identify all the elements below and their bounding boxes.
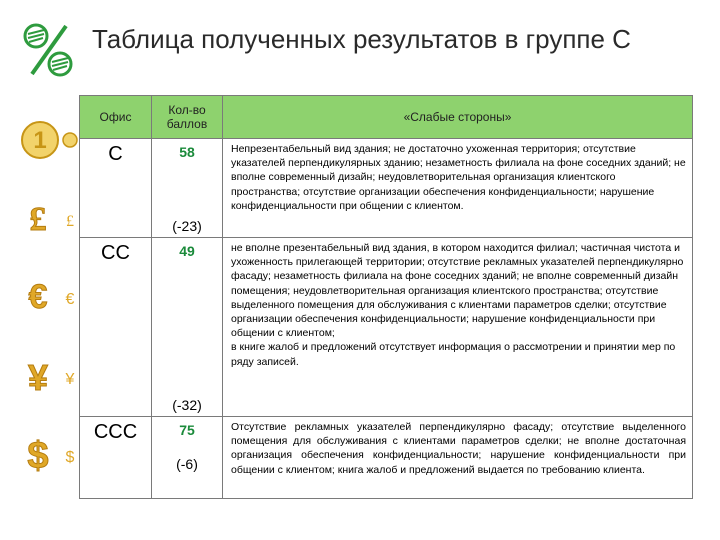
table-row xyxy=(80,238,693,417)
svg-text:€: € xyxy=(65,291,75,308)
one-coin-icon xyxy=(20,118,80,162)
page-title: Таблица полученных результатов в группе С xyxy=(92,24,631,54)
svg-text:£: £ xyxy=(29,201,47,238)
weak-points-text: Непрезентабельный вид здания; не достаточно ухоженная территория; отсутствие указателей перпендикулярных зданию; незаметность филиала на фоне соседних зданий; не вполне современный дизайн; неудовлетворительная организация клиентского пространства; отсутствие организации обеспечения конфиденциальности; нарушение конфиденциальности при общении с клиентом. xyxy=(231,143,686,212)
svg-text:¥: ¥ xyxy=(27,357,49,398)
weak-points-cell xyxy=(223,139,693,238)
table-row xyxy=(80,139,693,238)
weak-points-cell xyxy=(223,238,693,417)
score-cell xyxy=(152,238,223,417)
dollar-coin-icon xyxy=(20,430,80,478)
results-table xyxy=(79,95,693,499)
currency-icons xyxy=(14,110,84,490)
svg-text:$: $ xyxy=(65,449,75,466)
score-value: 75 xyxy=(179,422,195,438)
office-cell: СС xyxy=(80,238,152,417)
score-delta: (-32) xyxy=(172,397,202,413)
weak-points-text: Отсутствие рекламных указателей перпендикулярно фасаду; отсутствие выделенного помещения для обслуживания с клиентами параметров сделки; не вполне достаточная организация обеспечения конфиденциальности; нарушение конфиденциальности при общении с клиентом; книга жалоб и предложений выдается по требованию клиента. xyxy=(231,421,686,476)
svg-text:$: $ xyxy=(27,435,49,477)
office-cell: С xyxy=(80,139,152,238)
pound-coin-icon xyxy=(20,196,80,240)
svg-text:1: 1 xyxy=(33,127,47,154)
weak-points-text: не вполне презентабельный вид здания, в котором находится филиал; частичная чистота и ухоженность прилегающей территории; отсутствие рекламных указателей перпендикулярно фасаду; незаметность филиала на фоне соседних зданий; не вполне современный дизайн помещения; неудовлетворительная организация клиентского пространства; отсутствие выделенного помещения для обслуживания с клиентами параметров сделки; отсутствие организации обеспечения конфиденциальности; нарушение конфиденциальности при общении с клиентом; xyxy=(231,242,684,340)
weak-points-cell xyxy=(223,417,693,499)
euro-coin-icon xyxy=(20,274,80,318)
score-delta: (-6) xyxy=(176,456,198,472)
weak-points-text-extra: в книге жалоб и предложений отсутствует информация о рассмотрении и принятии мер по ряду записей. xyxy=(231,341,676,368)
svg-text:€: € xyxy=(28,278,48,316)
office-cell: ССС xyxy=(80,417,152,499)
svg-text:£: £ xyxy=(66,213,74,230)
score-value: 49 xyxy=(179,243,195,259)
header-weak: «Слабые стороны» xyxy=(223,96,693,139)
header-office: Офис xyxy=(80,96,152,139)
table-row xyxy=(80,417,693,499)
score-cell xyxy=(152,417,223,499)
score-cell xyxy=(152,139,223,238)
header-score: Кол-во баллов xyxy=(152,96,223,139)
svg-text:¥: ¥ xyxy=(65,371,75,388)
score-delta: (-23) xyxy=(172,218,202,234)
table-header-row xyxy=(80,96,693,139)
bank-logo-icon xyxy=(22,22,74,78)
score-value: 58 xyxy=(179,144,195,160)
yen-coin-icon xyxy=(20,354,80,398)
